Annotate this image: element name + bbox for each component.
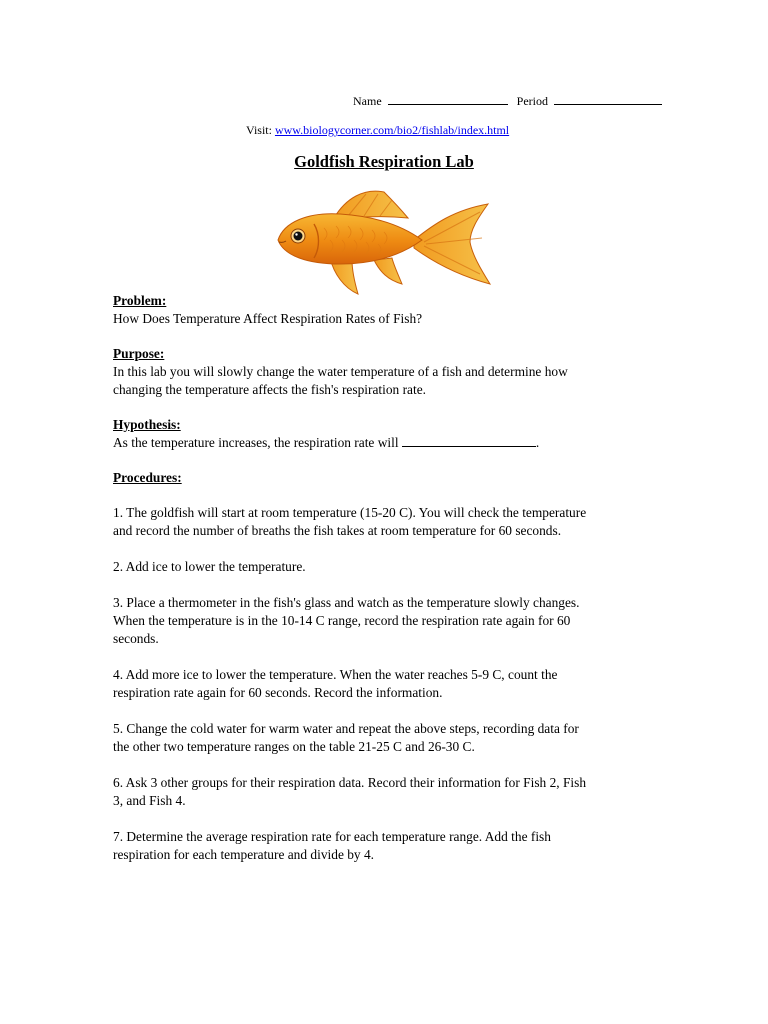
step-3-line-3: seconds. bbox=[113, 631, 159, 646]
hypothesis-text: As the temperature increases, the respiration rate will bbox=[113, 435, 399, 450]
step-5-line-2: the other two temperature ranges on the table 21-25 C and 26-30 C. bbox=[113, 739, 475, 754]
step-6-line-2: 3, and Fish 4. bbox=[113, 793, 186, 808]
purpose-line-2: changing the temperature affects the fish's respiration rate. bbox=[113, 382, 426, 397]
step-3-line-2: When the temperature is in the 10-14 C range, record the respiration rate again for 60 bbox=[113, 613, 571, 628]
problem-heading: Problem: bbox=[113, 293, 167, 308]
step-1-line-2: and record the number of breaths the fish takes at room temperature for 60 seconds. bbox=[113, 523, 562, 538]
worksheet-content bbox=[113, 292, 673, 864]
step-4-line-2: respiration rate again for 60 seconds. Record the information. bbox=[113, 685, 443, 700]
step-4-line-1: 4. Add more ice to lower the temperature. When the water reaches 5-9 C, count the bbox=[113, 667, 558, 682]
visit-link[interactable]: www.biologycorner.com/bio2/fishlab/index.html bbox=[274, 123, 510, 137]
purpose-line-1: In this lab you will slowly change the water temperature of a fish and determine how bbox=[113, 364, 568, 379]
step-7-line-1: 7. Determine the average respiration rate for each temperature range. Add the fish bbox=[113, 829, 551, 844]
name-label: Name bbox=[353, 94, 382, 108]
procedures-heading: Procedures: bbox=[113, 470, 182, 485]
hypothesis-period: . bbox=[535, 435, 540, 450]
period-blank bbox=[554, 92, 662, 105]
step-6-line-1: 6. Ask 3 other groups for their respiration data. Record their information for Fish 2, Fish bbox=[113, 775, 587, 790]
name-blank bbox=[388, 92, 508, 105]
period-label: Period bbox=[516, 94, 548, 108]
step-7-line-2: respiration for each temperature and divide by 4. bbox=[113, 847, 375, 862]
hypothesis-heading: Hypothesis: bbox=[113, 417, 181, 432]
step-1-line-1: 1. The goldfish will start at room temperature (15-20 C). You will check the temperature bbox=[113, 505, 587, 520]
goldfish-illustration bbox=[274, 188, 492, 296]
visit-line bbox=[246, 123, 509, 138]
visit-label: Visit: bbox=[246, 123, 272, 137]
step-5-line-1: 5. Change the cold water for warm water and repeat the above steps, recording data for bbox=[113, 721, 579, 736]
step-2-line-1: 2. Add ice to lower the temperature. bbox=[113, 559, 306, 574]
purpose-heading: Purpose: bbox=[113, 346, 165, 361]
page-title: Goldfish Respiration Lab bbox=[294, 152, 474, 171]
problem-text: How Does Temperature Affect Respiration Rates of Fish? bbox=[113, 311, 423, 326]
hypothesis-blank bbox=[402, 434, 536, 447]
step-3-line-1: 3. Place a thermometer in the fish's glass and watch as the temperature slowly changes. bbox=[113, 595, 580, 610]
hypothesis-line bbox=[113, 434, 673, 452]
name-period-line bbox=[353, 92, 662, 109]
